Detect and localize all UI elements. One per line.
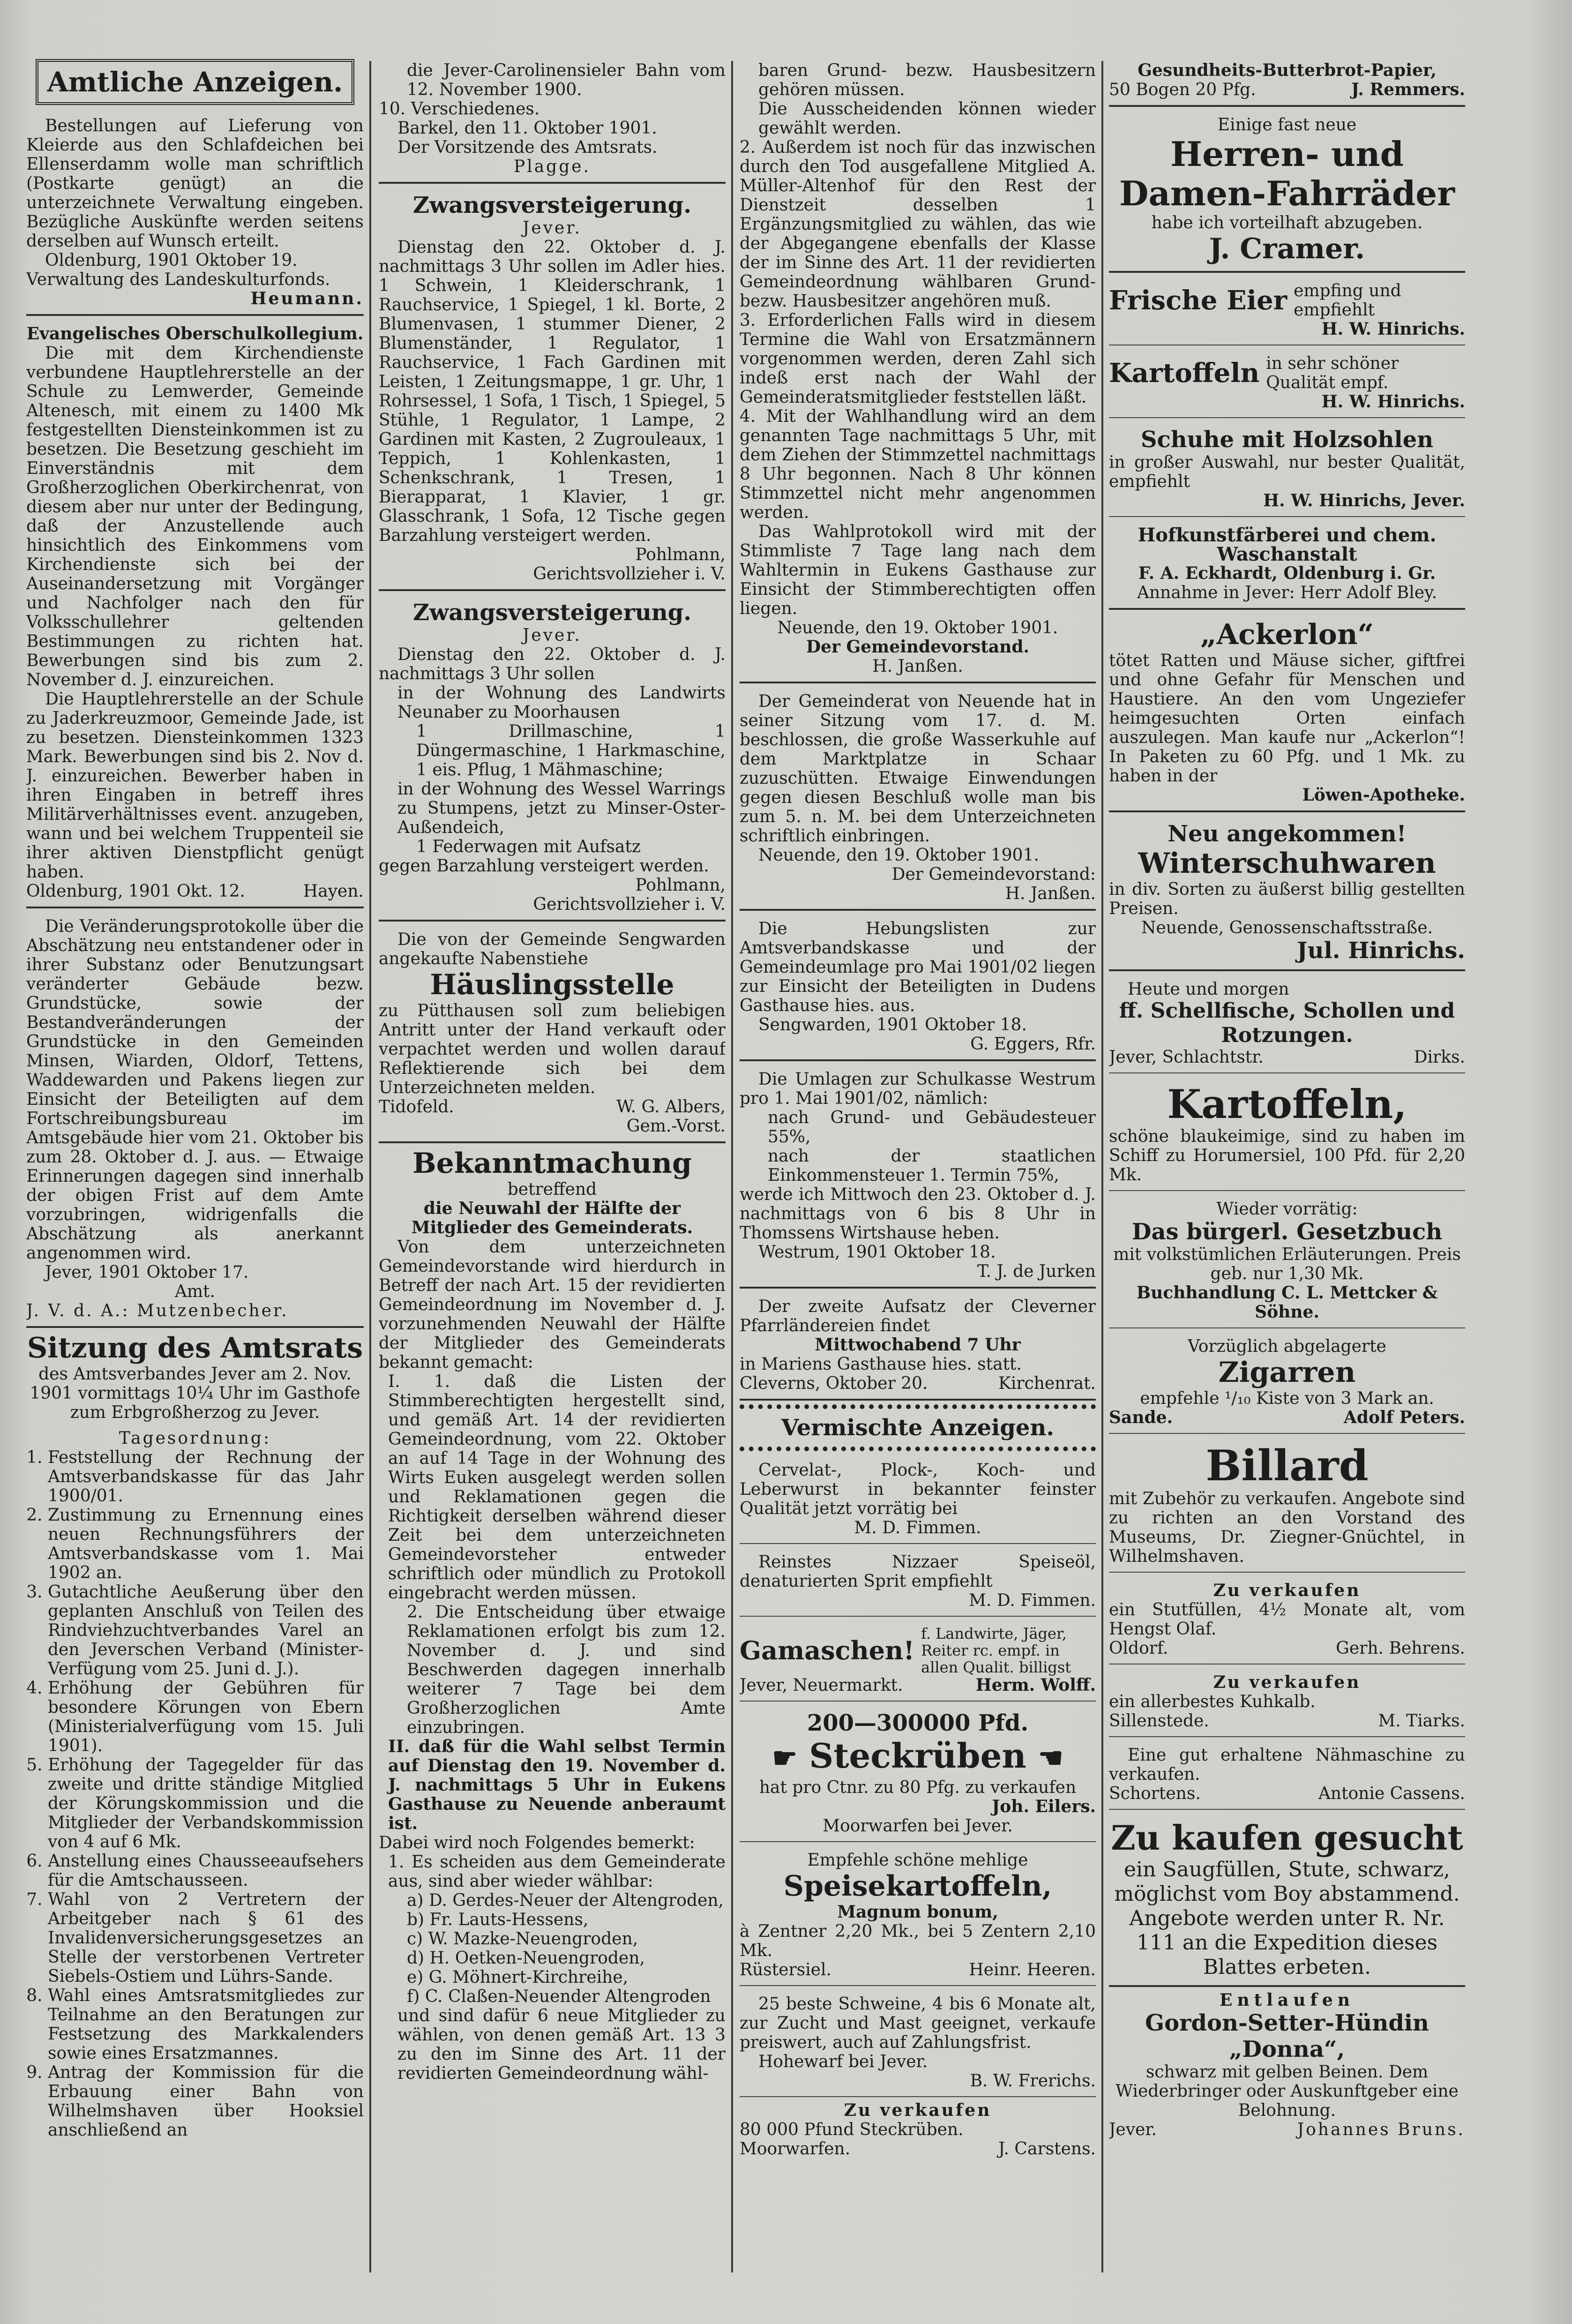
vermischte-anzeigen-heading: Vermischte Anzeigen. [740,1404,1096,1451]
notice-veraenderungsprotokolle [26,912,364,1328]
notice-text: gegen Barzahlung versteigert werden. [379,856,709,876]
notice-zwangsversteigerung-1 [379,187,726,591]
notice-place: Jever, 1901 Oktober 17. [45,1263,249,1282]
ad-place: Oldorf. [1109,1639,1168,1658]
ad-heading: Zu verkaufen [844,2100,992,2120]
notice-text: Das Wahlprotokoll wird mit der Stimmliste 7 Tage lang nach dem Wahltermin in Eukens Gasthause zur Einsicht der Stimmberechtigten offen liegen. [740,522,1096,618]
ad-signature: J. Remmers. [1351,80,1465,99]
notice-place: Jever. [522,626,582,645]
ad-heading: Herren- und [1170,134,1404,174]
notice-org: Der Gemeindevorstand. [806,637,1030,657]
column-2 [379,56,726,2296]
notice-text: baren Grund- bezw. Hausbesitzern gehören müssen. [758,61,1096,99]
ad-quantity: 200—300000 Pfd. [807,1710,1029,1736]
notice-signature: Pohlmann, [635,545,726,564]
ad-text: mit Zubehör zu verkaufen. Angebote sind zu richten an den Vorstand des Museums, Dr. Ziegner-Gnüchtel, in Wilhelmshaven. [1109,1489,1465,1566]
ad-naehmaschine [1109,1741,1465,1810]
ad-speisekartoffeln [740,1846,1096,1986]
ad-heading: Speisekartoffeln, [783,1870,1052,1903]
notice-text: Die Hauptlehrerstelle an der Schule zu Jaderkreuzmoor, Gemeinde Jade, ist zu besetzen. Diensteinkommen 1323 Mark. Bewerbungen sind bis 2. Nov d. J. einzureichen. Bewerber haben in ihren Eingaben in betreff ihres Militärverhältnisses event. anzugeben, wann und bei welchem Truppenteil sie ihrer aktiven Dienstpflicht genügt haben. [26,690,364,882]
ad-signature: J. Cramer. [1209,232,1365,265]
ad-signature: H. W. Hinrichs. [1321,319,1465,339]
notice-place: Oldenburg, 1901 Oktober 19. [45,251,298,270]
ad-subheading: Magnum bonum, [837,1902,998,1922]
agenda-item: 8. Wahl eines Amtsratsmitgliedes zur Teilnahme an den Beratungen zur Festsetzung des Markkalenders sowie eines Ersatzmannes. [48,1986,364,2063]
ad-place: Sillenstede. [1109,1711,1209,1731]
ad-signature: Jul. Hinrichs. [1296,937,1465,964]
ad-text: in sehr schöner Qualität empf. [1266,354,1399,392]
ad-ackerlon [1109,614,1465,812]
notice-place: Sengwarden, 1901 Oktober 18. [758,1015,1027,1035]
notice-heading: Bekanntmachung [412,1147,692,1180]
notice-heading: Zwangsversteigerung. [412,192,692,218]
notice-subheading: die Neuwahl der Hälfte der Mitglieder des Gemeinderats. [411,1199,693,1237]
notice-place: Barkel, den 11. Oktober 1901. [397,119,657,138]
ad-entlaufen [1109,1991,1465,2139]
ad-heading: Schuhe mit Holzsohlen [1140,427,1434,453]
ad-text: Reinstes Nizzaer Speiseöl, denaturierten Sprit empfiehlt [740,1552,1096,1591]
ad-heading: Kartoffeln, [1167,1081,1407,1127]
ad-place: Sande. [1109,1408,1173,1427]
ad-heading: Gordon-Setter-Hündin „Donna“, [1145,2010,1429,2062]
notice-signature: Kirchenrat. [998,1374,1096,1393]
notice-text: Dienstag den 22. Oktober d. J. nachmittags 3 Uhr sollen im Adler hies. 1 Schwein, 1 Kleiderschrank, 1 Rauchservice, 1 Spiegel, 1 kl. Borte, 2 Blumenvasen, 1 stummer Diener, 2 Blumenständer, 1 Regulator, 1 Rauchservice, 1 Fach Gardinen mit Leisten, 1 Zeitungsmappe, 1 gr. Uhr, 1 Rohrsessel, 1 Sofa, 1 Tisch, 1 Spiegel, 5 Stühle, 1 Regulator, 1 Lampe, 2 Gardinen mit Kasten, 2 Zugrouleaux, 1 Teppich, 1 Kohlenkasten, 1 Schenkschrank, 1 Tresen, 1 Bierapparat, 1 Klavier, 1 gr. Glasschrank, 1 Sofa, 12 Tische gegen Barzahlung versteigert werden. [379,238,726,545]
notice-item: 3. Erforderlichen Falls wird in diesem Termine die Wahl von Ersatzmännern vorgenommen werden, deren Zahl sich indeß erst nach der Wahl der Gemeinderatsmitglieder feststellen läßt. [740,311,1096,407]
notice-amtsrat-continued [379,56,726,184]
ad-text: tötet Ratten und Mäuse sicher, giftfrei und ohne Gefahr für Menschen und Haustiere. An den vom Ungeziefer heimgesuchten Orten einfach auszulegen. Man kaufe nur „Ackerlon“! In Paketen zu 60 Pfg. und 1 Mk. zu haben in der [1109,651,1465,786]
notice-text: zu Pütthausen soll zum beliebigen Antritt unter der Hand verkauft oder verpachtet werden und wollen darauf Reflektierende sich bei dem Unterzeichneten melden. [379,1001,726,1097]
ad-intro: Neu angekommen! [1168,821,1407,847]
ad-text: ein Saugfüllen, Stute, schwarz, möglichst vom Boy abstammend. Angebote werden unter R. Nr. 111 an die Expedition dieses Blattes erbeten. [1114,1858,1460,1979]
ad-butterbrotpapier [1109,56,1465,107]
ad-text: à Zentner 2,20 Mk., bei 5 Zentern 2,10 Mk. [740,1922,1096,1960]
ad-heading: Gesundheits-Butterbrot-Papier, [1138,60,1437,80]
notice-date: Mittwochabend 7 Uhr [815,1335,1021,1355]
notice-place: Oldenburg, 1901 Okt. 12. [26,882,245,901]
agenda-list [26,1448,364,2140]
notice-org: Der Gemeindevorstand: [891,865,1096,884]
agenda-item: 6. Anstellung eines Chausseeaufsehers für die Amtschausseen. [48,1852,364,1890]
ad-heading [740,1736,1096,1778]
ad-heading: Zu verkaufen [1213,1581,1361,1600]
list-item: c) W. Mazke-Neuengroden, [407,1929,638,1949]
ad-heading: Gamaschen! [740,1635,915,1665]
ad-signature: Joh. Eilers. [992,1797,1096,1816]
ad-speiseoel [740,1548,1096,1617]
notice-heading: Sitzung des Amtsrats [27,1332,363,1364]
ad-text: mit volkstümlichen Erläuterungen. Preis geb. nur 1,30 Mk. [1113,1245,1461,1283]
ad-wurst [740,1456,1096,1544]
notice-item: 1. Es scheiden aus dem Gemeinderate aus, sind aber wieder wählbar: [388,1852,726,1891]
ad-signature: J. Carstens. [998,2139,1096,2159]
notice-org: Amt. [174,1282,216,1301]
notice-intro: Die von der Gemeinde Sengwarden angekaufte Nabenstiehe [379,930,726,968]
list-item: e) G. Möhnert-Kirchreihe, [407,1968,629,1987]
notice-subheading: des Amtsverbandes Jever am 2. Nov. 1901 vormittags 10¼ Uhr im Gasthofe zum Erbgroßherzog zu Jever. [30,1364,360,1422]
notice-zwangsversteigerung-2 [379,595,726,922]
notice-text: Die mit dem Kirchendienste verbundene Hauptlehrerstelle an der Schule zu Lemwerder, Gemeinde Altenesch, mit einem zu 1400 Mk festgestellten Diensteinkommen ist zu besetzen. Die Besetzung geschieht im Einverständnis mit dem Großherzoglichen Oberkirchenrat, von diesem aber nur unter der Bedingung, daß der Anzustellende auch hinsichtlich des Einkommens vom Kirchendienste sich bei der Auseinandersetzung mit Vorgänger und Nachfolger nach den für Volksschullehrer geltenden Bestimmungen zu richten hat. Bewerbungen sind bis zum 2. November d. J. einzureichen. [26,344,364,690]
ad-place: Moorwarfen. [740,2139,851,2159]
ad-signature: F. A. Eckhardt, Oldenburg i. Gr. [1138,563,1436,583]
ad-intro: Empfehle schöne mehlige [807,1851,1028,1870]
agenda-item: 7. Wahl von 2 Vertretern der Arbeitgeber nach § 61 des Invalidenversicherungsgesetzes an Stelle der verstorbenen Vertreter Siebels-Ostiem und Lührs-Sande. [48,1890,364,1986]
ad-intro: Einige fast neue [1217,115,1357,135]
notice-item: II. daß für die Wahl selbst Termin auf Dienstag den 19. November d. J. nachmittags 5 Uhr in Eukens Gasthause zu Neuende anberaumt ist. [388,1737,726,1833]
ad-intro: Wieder vorrätig: [1216,1199,1358,1219]
notice-text: Der zweite Aufsatz der Cleverner Pfarrländereien findet [740,1297,1096,1335]
amtliche-anzeigen-heading: Amtliche Anzeigen. [36,59,354,105]
ad-signature: Heinr. Heeren. [969,1960,1096,1979]
ad-text: habe ich vorteilhaft abzugeben. [1151,213,1423,232]
ad-winterschuhwaren [1109,816,1465,971]
ad-signature: Dirks. [1414,1048,1465,1067]
notice-text: nach der staatlichen Einkommensteuer 1. Termin 75%, [768,1147,1096,1185]
notice-bekanntmachung-continued [740,56,1096,683]
notice-heading: Evangelisches Oberschulkollegium. [26,324,364,344]
pointing-hand-icon: ☛ [772,1742,798,1775]
notice-place: Tidofeld. [379,1097,454,1117]
notice-text: Die Umlagen zur Schulkasse Westrum pro 1. Mai 1901/02, nämlich: [740,1070,1096,1108]
ad-billard [1109,1438,1465,1573]
ad-signature: H. W. Hinrichs. [1321,392,1465,412]
agenda-continued: die Jever-Carolinensieler Bahn vom 12. November 1900. [407,61,726,99]
notice-text: Die Hebungslisten zur Amtsverbandskasse und der Gemeindeumlage pro Mai 1901/02 liegen zur Einsicht der Beteiligten in Dudens Gasthause hies. aus. [740,919,1096,1015]
ad-signature: H. W. Hinrichs, Jever. [1263,491,1465,510]
ad-text: 80 000 Pfund Steckrüben. [740,2120,964,2139]
notice-item-detail: 1 Federwagen mit Aufsatz [416,837,641,856]
ad-faerberei [1109,521,1465,610]
member-list [379,1891,726,2006]
agenda-item: 1. Feststellung der Rechnung der Amtsverbandskasse für das Jahr 1900/01. [48,1448,364,1506]
ad-text: ein allerbestes Kuhkalb. [1109,1692,1316,1711]
ad-fische [1109,975,1465,1073]
ad-heading: Hofkunstfärberei und chem. Waschanstalt [1138,524,1437,565]
notice-text: Dabei wird noch Folgendes bemerkt: [379,1833,695,1852]
ad-text: hat pro Ctnr. zu 80 Pfg. zu verkaufen [759,1778,1077,1797]
agenda-item: 5. Erhöhung der Tagegelder für das zweite und dritte ständige Mitglied der Körungskommission und die Mitglieder der Verbandskommission von 4 auf 6 Mk. [48,1755,364,1852]
ad-stutfuellen [1109,1576,1465,1664]
notice-text: in Mariens Gasthause hies. statt. [740,1355,1022,1374]
ad-text: f. Landwirte, Jäger, Reiter rc. empf. in allen Qualit. billigst [921,1625,1071,1676]
list-item: d) H. Oetken-Neuengroden, [407,1949,645,1968]
notice-org: Verwaltung des Landeskulturfonds. [26,270,330,289]
notice-signature: Heumann. [250,289,364,308]
ad-text: 25 beste Schweine, 4 bis 6 Monate alt, zur Zucht und Mast geeignet, verkaufe preiswert, auch auf Zahlungsfrist. [740,1994,1096,2052]
ad-kartoffeln [1109,349,1465,418]
ad-intro: Vorzüglich abgelagerte [1188,1337,1386,1356]
ad-text: Eine gut erhaltene Nähmaschine zu verkaufen. [1109,1746,1465,1784]
ad-heading-text: Steckrüben [809,1736,1026,1776]
notice-signature: H. Janßen. [872,657,963,676]
notice-text: Die Veränderungsprotokolle über die Abschätzung neu entstandener oder in ihrer Substanz oder Benutzungsart veränderter Gebäude bezw. Grundstücke, sowie der Bestandveränderungen der Grundstücke in den Gemeinden Minsen, Wiarden, Oldorf, Tettens, Waddewarden und Pakens liegen zur Einsicht der Beteiligten auf dem Fortschreibungsbureau im Amtsgebäude hier vom 21. Oktober bis zum 28. Oktober d. J. aus. — Etwaige Erinnerungen dagegen sind innerhalb der obigen Frist auf dem Amte vorzubringen, widrigenfalls die Abschätzung als anerkannt angenommen wird. [26,917,364,1263]
list-item: b) Fr. Lauts-Hessens, [407,1910,589,1929]
notice-text: werde ich Mittwoch den 23. Oktober d. J. nachmittags von 6 bis 8 Uhr in Thomssens Wirtshause heben. [740,1185,1096,1243]
ad-place: Rüstersiel. [740,1960,831,1979]
notice-signature: Hayen. [303,882,364,901]
notice-signature: Pohlmann, [635,876,726,895]
ad-heading: ff. Schellfische, Schollen und Rotzungen. [1119,999,1455,1047]
ad-heading: Damen-Fahrräder [1119,173,1455,213]
ad-heading: Billard [1205,1441,1369,1491]
ad-gesetzbuch [1109,1195,1465,1328]
notice-item: 4. Mit der Wahlhandlung wird an dem genannten Tage nachmittags 5 Uhr, mit dem Ziehen der Stimmzettel nachmittags 8 Uhr begonnen. Nach 8 Uhr können Stimmzettel nicht mehr angenommen werden. [740,407,1096,522]
ad-place: Schortens. [1109,1784,1201,1803]
notice-item: 2. Die Entscheidung über etwaige Reklamationen erfolgt bis zum 12. November d. J. und sind Beschwerden dagegen innerhalb weiterer 7 Tage bei dem Großherzoglichen Amte einzubringen. [407,1603,726,1737]
notice-oberschulkollegium [26,320,364,908]
ad-text: in großer Auswahl, nur bester Qualität, empfiehlt [1109,453,1465,491]
notice-pfarrlaendereien [740,1292,1096,1401]
ad-text: schwarz mit gelben Beinen. Dem Wiederbringer oder Auskunftgeber eine Belohnung. [1115,2062,1459,2120]
agenda-item: 9. Antrag der Kommission für die Erbauung einer Bahn von Wilhelmshaven über Hooksiel anschließend an [48,2063,364,2140]
notice-hebungslisten [740,915,1096,1061]
notice-place: Neuende, den 19. Oktober 1901. [777,618,1058,637]
ad-intro: Entlaufen [1220,1990,1355,2010]
ad-steckrueben [740,1705,1096,1842]
notice-place: Cleverns, Oktober 20. [740,1374,928,1393]
ad-fahrraeder [1109,111,1465,273]
notice-kleierde [26,112,364,316]
ad-zu-verkaufen [740,2101,1096,2159]
ad-signature: M. Tiarks. [1378,1711,1465,1731]
notice-text: Die Ausscheidenden können wieder gewählt werden. [758,99,1096,138]
pointing-hand-icon: ☚ [1038,1742,1063,1775]
ad-place: Hohewarf bei Jever. [758,2052,928,2071]
column-rule [731,61,733,2272]
notice-signature: G. Eggers, Rfr. [970,1035,1096,1054]
ad-kartoffeln-schiff [1109,1077,1465,1191]
ad-kuhkalb [1109,1668,1465,1737]
ad-heading: Das bürgerl. Gesetzbuch [1131,1219,1443,1245]
ad-text: 50 Bogen 20 Pfg. [1109,80,1256,99]
ad-text: Cervelat-, Plock-, Koch- und Leberwurst in bekannter feinster Qualität jetzt vorrätig bei [740,1461,1096,1518]
notice-signature-title: Gerichtsvollzieher i. V. [533,564,726,584]
notice-item: 2. Außerdem ist noch für das inzwischen durch den Tod ausgefallene Mitglied A. Müller-Altenhof für den Rest der Dienstzeit desselben 1 Ergänzungsmitglied zu wählen, das wie der Abgegangene ebenfalls der Klasse der im Sinne des Art. 11 der revidierten Gemeindeordnung wählbaren Grund- bezw. Hausbesitzer angehören muß. [740,138,1096,311]
notice-wasserkuhle [740,687,1096,911]
ad-heading: Frische Eier [1109,285,1288,316]
notice-signature: T. J. de Jurken [977,1262,1096,1281]
ad-text: empfehle ¹/₁₀ Kiste von 3 Mark an. [1140,1389,1434,1408]
notice-text: Bestellungen auf Lieferung von Kleierde aus den Schlafdeichen bei Ellenserdamm wolle man schriftlich (Postkarte genügt) an die unterzeichnete Verwaltung eingeben. Bezügliche Auskünfte werden seitens derselben auf Wunsch erteilt. [26,116,364,251]
ad-signature: Buchhandlung C. L. Mettcker & Söhne. [1136,1283,1438,1322]
ad-intro: Heute und morgen [1128,980,1289,999]
notice-text: Von dem unterzeichneten Gemeindevorstande wird hierdurch in Betreff der nach Art. 15 der revidierten Gemeindeordnung im November d. J. vorzunehmenden Neuwahl der Hälfte der Mitglieder des Gemeinderats bekannt gemacht: [379,1237,726,1372]
column-rule [1101,61,1103,2272]
ad-signature: Gerh. Behrens. [1336,1639,1465,1658]
notice-place: Jever. [522,218,582,238]
notice-schulkasse [740,1065,1096,1289]
notice-haeuslingsstelle [379,925,726,1143]
ad-heading: „Ackerlon“ [1200,618,1374,651]
notice-signature-title: Gerichtsvollzieher i. V. [533,895,726,914]
column-rule [369,61,371,2272]
ad-heading: Zu verkaufen [1213,1672,1361,1692]
list-item: f) C. Claßen-Neuender Altengroden [407,1987,711,2006]
ad-heading: Kartoffeln [1109,357,1260,389]
ad-text: Annahme in Jever: Herr Adolf Bley. [1137,583,1437,602]
ad-place: Moorwarfen bei Jever. [823,1816,1013,1836]
column-3 [740,56,1096,2296]
notice-text: Dienstag den 22. Oktober d. J. nachmittags 3 Uhr sollen [379,645,726,683]
ad-text: schöne blaukeimige, sind zu haben im Schiff zu Horumersiel, 100 Pfd. für 2,20 Mk. [1109,1127,1465,1184]
ad-text: ein Stutfüllen, 4½ Monate alt, vom Hengst Olaf. [1109,1600,1465,1639]
notice-heading: Zwangsversteigerung. [412,600,692,626]
notice-bekanntmachung [379,1147,726,2083]
notice-amtsrat [26,1332,364,2140]
ad-eier [1109,277,1465,345]
notice-text: Der Gemeinderat von Neuende hat in seiner Sitzung vom 17. d. M. beschlossen, die große Wasserkuhle auf dem Marktplatze in Schaar zuzuschütten. Etwaige Einwendungen gegen diesen Beschluß wolle man bis zum 5. n. M. bei dem Unterzeichneten schriftlich einbringen. [740,692,1096,846]
ad-heading: Winterschuhwaren [1138,847,1436,880]
ad-signature: B. W. Frerichs. [970,2071,1096,2091]
ad-signature: M. D. Fimmen. [854,1518,981,1537]
ad-text: in div. Sorten zu äußerst billig gestellten Preisen. [1109,880,1465,918]
column-1 [26,56,364,2296]
notice-signature-title: Gem.-Vorst. [626,1117,726,1136]
ad-gamaschen [740,1620,1096,1702]
ad-schweine [740,1990,1096,2097]
agenda-item: 10. Verschiedenes. [379,99,540,119]
notice-signature: H. Janßen. [1005,884,1096,903]
ad-zu-kaufen-gesucht [1109,1814,1465,1987]
notice-text: und sind dafür 6 neue Mitglieder zu wählen, von denen gemäß Art. 13 3 zu den im Sinne des Art. 11 der revidierten Gemeindeordnung wähl- [397,2006,726,2083]
ad-place: Neuende, Genossenschaftsstraße. [1141,918,1433,937]
list-item: a) D. Gerdes-Neuer der Altengroden, [407,1891,724,1910]
ad-place: Jever. [1109,2120,1157,2139]
ad-text: empfing und empfiehlt [1294,281,1401,320]
ad-place: Jever, Schlachtstr. [1109,1048,1264,1067]
notice-signature: W. G. Albers, [616,1097,726,1117]
notice-item-detail: 1 Drillmaschine, 1 Düngermaschine, 1 Harkmaschine, 1 eis. Pflug, 1 Mähmaschine; [416,722,726,780]
notice-signature: Plagge. [513,157,591,176]
ad-heading: Zu kaufen gesucht [1111,1818,1463,1858]
ad-holzschuhe [1109,422,1465,517]
notice-text: nach Grund- und Gebäudesteuer 55%, [768,1108,1096,1147]
ad-zigarren [1109,1332,1465,1434]
notice-signature: J. V. d. A.: Mutzenbecher. [26,1301,289,1320]
notice-subheading: betreffend [507,1180,597,1199]
notice-item: in der Wohnung des Wessel Warrings zu Stumpens, jetzt zu Minser-Oster-Außendeich, [397,780,726,837]
agenda-heading: Tagesordnung: [119,1429,271,1448]
ad-signature: Antonie Cassens. [1318,1784,1465,1803]
notice-item: in der Wohnung des Landwirts Neunaber zu Moorhausen [397,683,726,722]
ad-heading: Zigarren [1218,1356,1356,1389]
ad-signature: Herm. Wolff. [975,1675,1096,1695]
notice-org: Der Vorsitzende des Amtsrats. [397,138,658,157]
agenda-item: 3. Gutachtliche Aeußerung über den geplanten Anschluß von Teilen des Rindviehzuchtverbandes Varel an den Jeverschen Verband (Minister-Verfügung vom 25. Juni d. J.). [48,1582,364,1679]
notice-place: Westrum, 1901 Oktober 18. [758,1243,996,1262]
ad-signature: M. D. Fimmen. [969,1591,1096,1610]
ad-place: Jever, Neuermarkt. [740,1676,903,1695]
ad-signature: Löwen-Apotheke. [1302,785,1465,805]
agenda-item: 4. Erhöhung der Gebühren für besondere Körungen von Ebern (Ministerialverfügung vom 15. Juli 1901). [48,1679,364,1755]
agenda-item: 2. Zustimmung zu Ernennung eines neuen Rechnungsführers der Amtsverbandskasse vom 1. Mai 1902 an. [48,1506,364,1582]
ad-signature: Adolf Peters. [1343,1408,1465,1427]
notice-place: Neuende, den 19. Oktober 1901. [758,846,1039,865]
ad-signature: Johannes Bruns. [1297,2120,1465,2139]
column-4 [1109,56,1465,2296]
notice-item: I. 1. daß die Listen der Stimmberechtigten hergestellt sind, und gemäß Art. 14 der revidierten Gemeindeordnung, vom 22. Oktober an auf 14 Tage in der Wohnung des Wirts Euken ausgelegt werden sollen und Reklamationen gegen die Richtigkeit derselben während dieser Zeit bei dem unterzeichneten Gemeindevorsteher entweder schriftlich oder mündlich zu Protokoll eingebracht werden müssen. [388,1372,726,1603]
notice-heading: Häuslingsstelle [430,968,674,1001]
